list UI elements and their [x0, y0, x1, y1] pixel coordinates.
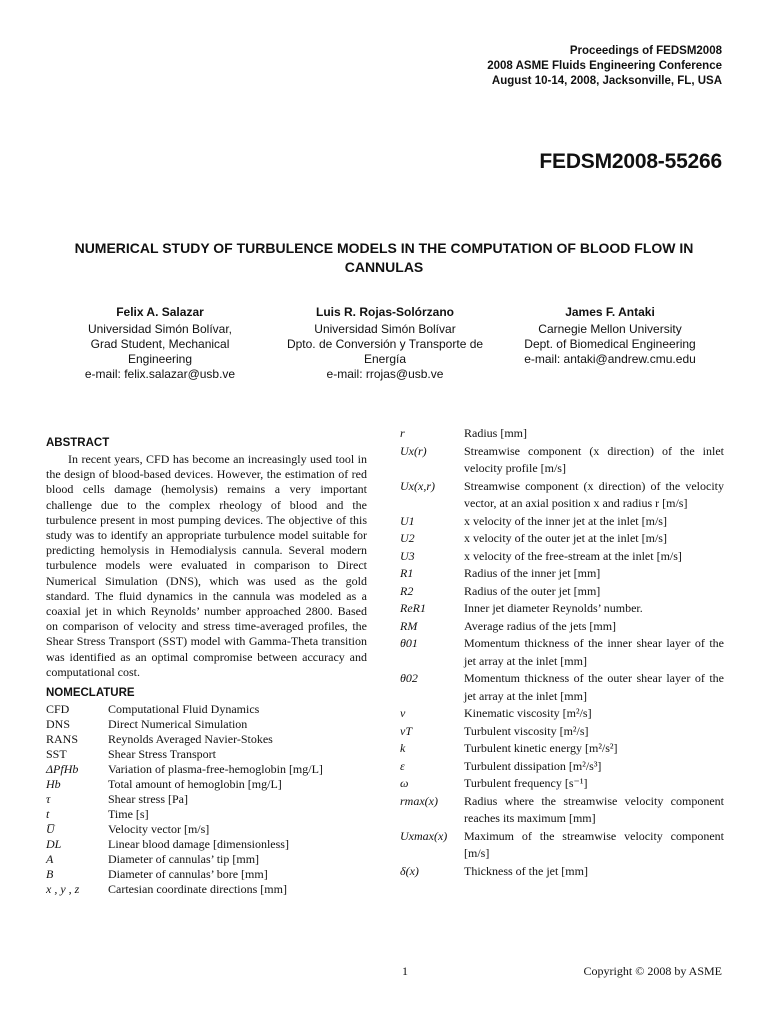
- nomenclature-row: [46, 732, 371, 747]
- nomenclature-definition: Shear stress [Pa]: [108, 792, 188, 806]
- symbol-row: [400, 530, 724, 548]
- symbol-definition: Streamwise component (x direction) of the inlet velocity profile [m/s]: [464, 443, 724, 475]
- symbol-list: [400, 425, 724, 880]
- author-affiliation: Energía: [363, 352, 407, 366]
- symbol: Ux(r): [400, 443, 427, 458]
- symbol-definition: Inner jet diameter Reynolds’ number.: [464, 601, 643, 615]
- symbol-row: [400, 513, 724, 531]
- author-affiliation: Dpto. de Conversión y Transporte de: [286, 337, 484, 351]
- nomenclature-row: [46, 762, 371, 777]
- symbol-definition: x velocity of the inner jet at the inlet [m/s]: [464, 513, 667, 528]
- symbol: ν: [400, 706, 406, 720]
- nomenclature-row: [46, 702, 371, 717]
- author-affiliation: Universidad Simón Bolívar,: [87, 322, 233, 336]
- author-email: e-mail: rrojas@usb.ve: [326, 367, 444, 381]
- nomenclature-symbol: U̅: [46, 822, 55, 836]
- nomenclature-definition: Cartesian coordinate directions [mm]: [108, 882, 287, 896]
- symbol-row: [400, 425, 724, 443]
- symbol-definition: Average radius of the jets [mm]: [464, 618, 617, 633]
- nomenclature-symbol: ΔPfHb: [46, 762, 79, 776]
- symbol-row: [400, 758, 724, 776]
- symbol: νT: [400, 723, 412, 738]
- symbol-definition: Turbulent kinetic energy [m²/s²]: [464, 741, 618, 755]
- symbol: θ02: [400, 671, 418, 685]
- symbol: Uxmax(x): [400, 828, 448, 843]
- nomenclature-definition: Diameter of cannulas’ bore [mm]: [108, 867, 268, 881]
- symbol-definition: Momentum thickness of the outer shear layer of the jet array at the inlet [mm]: [464, 671, 724, 703]
- nomenclature-row: [46, 807, 371, 822]
- symbol-definition: Radius of the outer jet [mm]: [464, 583, 601, 598]
- proceedings-header: [487, 44, 722, 89]
- nomenclature-definition: Diameter of cannulas’ tip [mm]: [108, 852, 260, 866]
- paper-title: NUMERICAL STUDY OF TURBULENCE MODELS IN THE COMPUTATION OF BLOOD FLOW IN CANNULAS: [74, 240, 694, 275]
- nomenclature-symbol: SST: [46, 747, 67, 761]
- author-name: Felix A. Salazar: [116, 305, 204, 319]
- symbol-row: [400, 478, 724, 513]
- symbol-row: [400, 828, 724, 863]
- author-block: [271, 305, 499, 382]
- author-affiliation: Carnegie Mellon University: [538, 322, 682, 336]
- author-affiliation: Engineering: [127, 352, 193, 366]
- nomenclature-row: [46, 777, 371, 792]
- author-block: [45, 305, 275, 382]
- paper-id: FEDSM2008-55266: [539, 150, 722, 173]
- nomenclature-symbol: CFD: [46, 702, 70, 716]
- conference-line: 2008 ASME Fluids Engineering Conference: [487, 60, 722, 72]
- nomenclature-symbol: B: [46, 867, 54, 881]
- symbol: ω: [400, 776, 409, 790]
- symbol: Ux(x,r): [400, 478, 435, 493]
- abstract-text: In recent years, CFD has become an increasingly used tool in the design of blood-based devices. However, the estimation of red blood cells damage (hemolysis) remains a very important challenge due to the complex rheology of blood and the turbulence present in most pumping devices. The objective of this study was to identify an appropriate turbulence model suitable for predicting hemolysis in Hemodialysis cannula. Several modern turbulence models were evaluated in comparison to Direct Numerical Simulation (DNS), which was used as the gold standard. The fluid dynamics in the cannula was modeled as a coaxial jet in which Reynolds’ number approached 2800. Based on comparison of velocity and stress time-averaged profiles, the Shear Stress Transport (SST) model with Gamma-Theta transition was identified as an optimal compromise between accuracy and computational cost.: [46, 452, 367, 679]
- symbol-row: [400, 443, 724, 478]
- nomenclature-row: [46, 822, 371, 837]
- symbol-row: [400, 793, 724, 828]
- symbol-row: [400, 635, 724, 670]
- nomenclature-list: [46, 702, 371, 897]
- symbol-definition: Kinematic viscosity [m²/s]: [464, 706, 592, 720]
- symbol-definition: Radius of the inner jet [mm]: [464, 566, 601, 580]
- nomenclature-definition: Total amount of hemoglobin [mg/L]: [108, 777, 282, 791]
- symbol-row: [400, 618, 724, 636]
- symbol-row: [400, 705, 724, 723]
- symbol: ε: [400, 758, 405, 773]
- nomenclature-definition: Shear Stress Transport: [108, 747, 217, 761]
- nomenclature-symbol: Hb: [46, 777, 61, 791]
- symbol: θ01: [400, 636, 418, 650]
- copyright-notice: Copyright © 2008 by ASME: [583, 964, 722, 978]
- nomenclature-definition: Computational Fluid Dynamics: [108, 702, 260, 716]
- nomenclature-definition: Linear blood damage [dimensionless]: [108, 837, 289, 851]
- nomenclature-row: [46, 747, 371, 762]
- symbol: rmax(x): [400, 793, 438, 808]
- nomenclature-symbol: A: [46, 852, 54, 866]
- symbol-definition: Turbulent frequency [s⁻¹]: [464, 776, 588, 790]
- symbol-definition: Thickness of the jet [mm]: [464, 863, 588, 878]
- nomenclature-definition: Variation of plasma-free-hemoglobin [mg/L]: [108, 762, 323, 776]
- nomenclature-definition: Direct Numerical Simulation: [108, 717, 248, 731]
- dates-line: August 10-14, 2008, Jacksonville, FL, USA: [491, 75, 722, 87]
- author-name: James F. Antaki: [565, 305, 655, 319]
- symbol-row: [400, 863, 724, 881]
- nomenclature-symbol: DNS: [46, 717, 71, 731]
- symbol: k: [400, 741, 406, 755]
- symbol-row: [400, 723, 724, 741]
- nomenclature-definition: Time [s]: [108, 807, 149, 821]
- author-affiliation: Universidad Simón Bolívar: [314, 322, 456, 336]
- proceedings-line: Proceedings of FEDSM2008: [569, 45, 722, 57]
- nomenclature-row: [46, 792, 371, 807]
- author-affiliation: Grad Student, Mechanical: [90, 337, 230, 351]
- page-number: 1: [402, 964, 408, 978]
- nomenclature-symbol: τ: [46, 792, 51, 806]
- nomenclature-row: [46, 882, 371, 897]
- symbol-definition: Turbulent viscosity [m²/s]: [464, 723, 589, 738]
- nomenclature-row: [46, 852, 371, 867]
- nomenclature-row: [46, 867, 371, 882]
- nomenclature-definition: Reynolds Averaged Navier-Stokes: [108, 732, 273, 746]
- author-name: Luis R. Rojas-Solórzano: [315, 305, 454, 319]
- symbol: r: [400, 426, 405, 440]
- nomenclature-row: [46, 837, 371, 852]
- symbol: U3: [400, 548, 415, 563]
- symbol-definition: Turbulent dissipation [m²/s³]: [464, 758, 602, 773]
- symbol: R2: [400, 583, 414, 598]
- symbol-definition: x velocity of the outer jet at the inlet [m/s]: [464, 531, 667, 545]
- nomenclature-symbol: x , y , z: [46, 882, 80, 896]
- symbol: δ(x): [400, 863, 419, 878]
- symbol: U1: [400, 513, 415, 528]
- symbol-definition: Radius [mm]: [464, 426, 527, 440]
- symbol-row: [400, 548, 724, 566]
- author-affiliation: Dept. of Biomedical Engineering: [524, 337, 696, 351]
- nomenclature-row: [46, 717, 371, 732]
- nomenclature-symbol: t: [46, 807, 50, 821]
- author-block: [495, 305, 725, 367]
- abstract-heading: ABSTRACT: [46, 437, 110, 449]
- symbol: RM: [400, 618, 418, 633]
- symbol-row: [400, 775, 724, 793]
- symbol-definition: Radius where the streamwise velocity component reaches its maximum [mm]: [464, 793, 724, 825]
- symbol-row: [400, 600, 724, 618]
- symbol-definition: x velocity of the free-stream at the inlet [m/s]: [464, 548, 682, 563]
- author-email: e-mail: felix.salazar@usb.ve: [84, 367, 236, 381]
- symbol-row: [400, 565, 724, 583]
- nomenclature-symbol: DL: [46, 837, 62, 851]
- symbol-definition: Momentum thickness of the inner shear layer of the jet array at the inlet [mm]: [464, 636, 724, 668]
- symbol-definition: Streamwise component (x direction) of the velocity vector, at an axial position x and radius r [m/s]: [464, 478, 724, 510]
- symbol-definition: Maximum of the streamwise velocity component [m/s]: [464, 828, 724, 860]
- symbol: U2: [400, 531, 415, 545]
- symbol-row: [400, 583, 724, 601]
- symbol-row: [400, 740, 724, 758]
- symbol-row: [400, 670, 724, 705]
- nomenclature-definition: Velocity vector [m/s]: [108, 822, 210, 836]
- author-email: e-mail: antaki@andrew.cmu.edu: [524, 352, 696, 366]
- symbol: R1: [400, 566, 414, 580]
- nomenclature-heading: NOMECLATURE: [46, 687, 135, 699]
- nomenclature-symbol: RANS: [46, 732, 79, 746]
- symbol: ReR1: [400, 601, 426, 615]
